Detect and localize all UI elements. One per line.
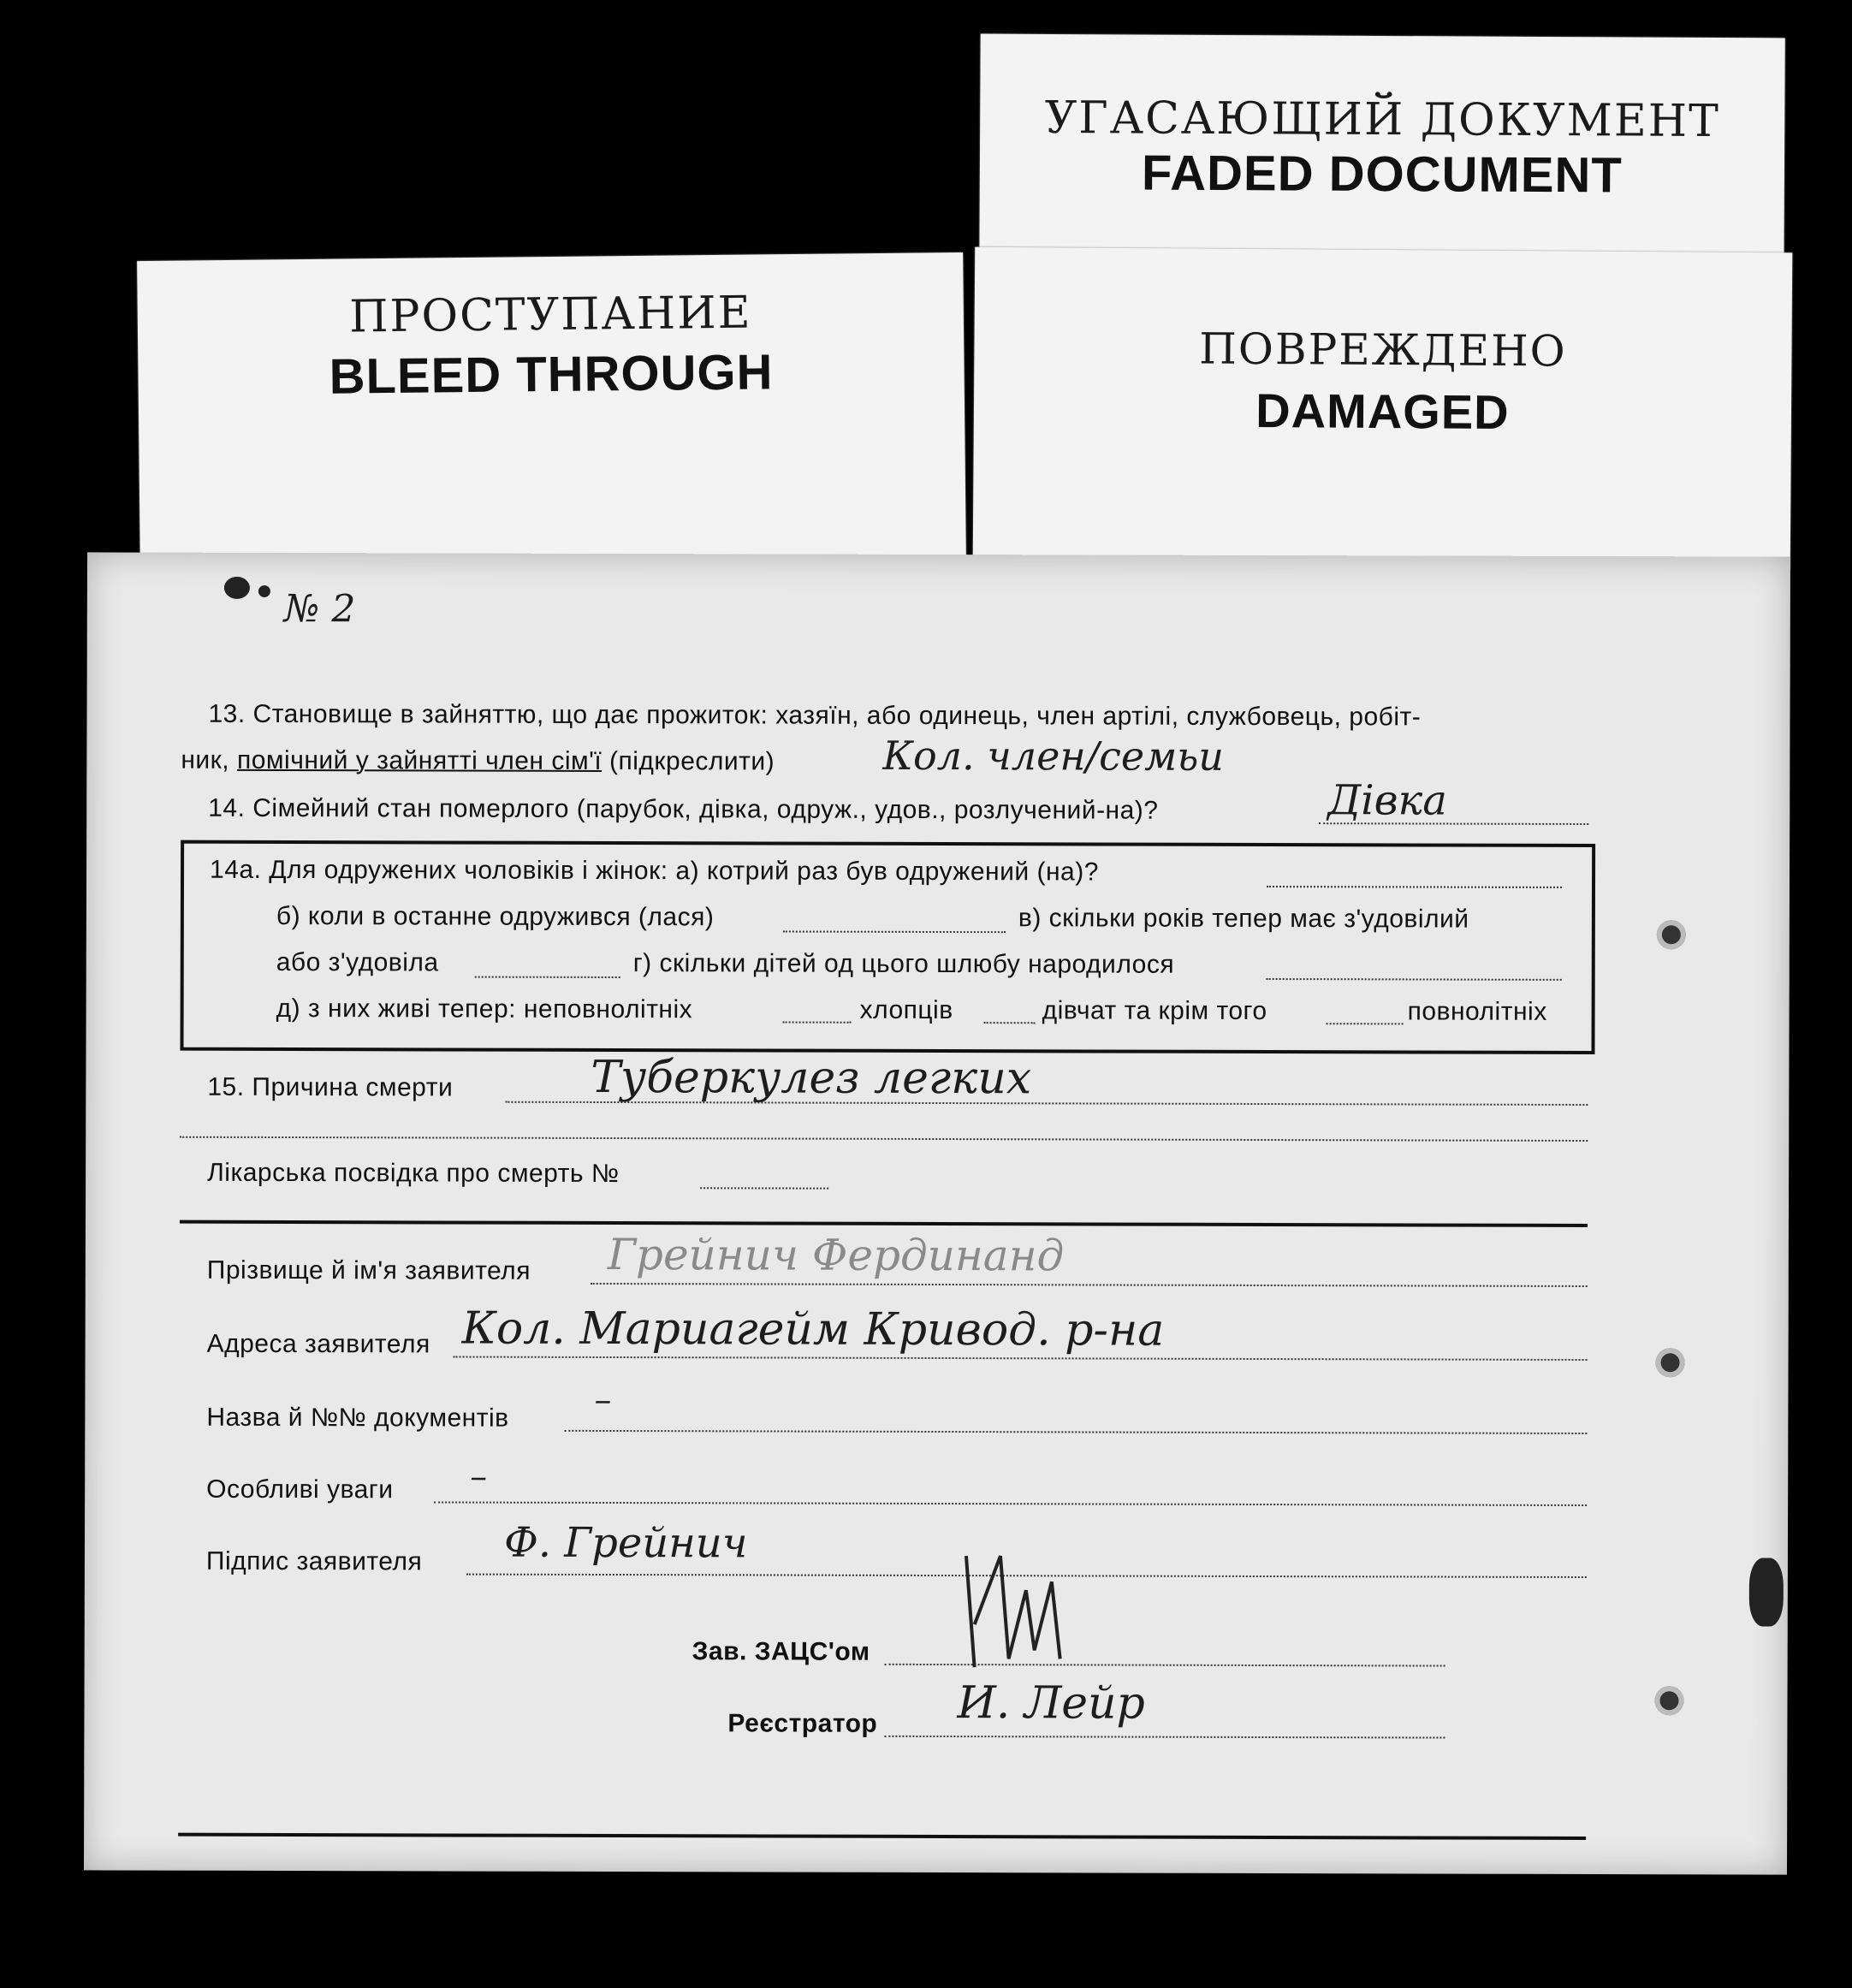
signature-label: Підпис заявителя [205,1546,423,1576]
applicant-name-label: Прізвище й ім'я заявителя [206,1255,531,1285]
item14a-dotline6 [984,1022,1036,1024]
applicant-address-label: Адреса заявителя [206,1329,430,1359]
documents-handwritten: – [594,1380,612,1421]
medical-dotline [700,1187,828,1189]
item14a-dotline3 [475,976,620,978]
signature-handwritten: Ф. Грейнич [503,1518,748,1568]
head-signature [949,1522,1077,1684]
item14a-dotline2 [783,931,1006,934]
ink-stain [224,577,250,599]
applicant-address-dotline [454,1356,1588,1361]
bleed-through-card [137,252,966,569]
item13-line2 [181,746,775,777]
item14a-line4a: д) з них живі тепер: неповнолітніх [276,994,693,1024]
item14a-line3a: або з'удовіла [276,947,439,977]
notes-dotline [434,1501,1587,1506]
punch-hole [1656,1348,1685,1377]
item14a-dotline7 [1327,1023,1404,1024]
item14a-dotline4 [1267,978,1562,981]
item14a-line4b: хлопців [859,995,953,1025]
notes-handwritten: – [470,1457,488,1497]
applicant-address-handwritten: Кол. Мариагейм Кривод. р-на [461,1303,1165,1356]
punch-hole [1654,1686,1683,1715]
item14a-line2a: б) коли в останне одружився (лася) [276,901,715,932]
item15-label: 15. Причина смерти [207,1072,454,1102]
registrar-label: Реєстратор [727,1709,878,1738]
bottom-rule [178,1833,1586,1840]
corner-mark: № 2 [283,586,356,632]
punch-hole [1657,920,1686,949]
head-label: Зав. ЗАЦС'ом [692,1637,870,1666]
item14a-dotline1 [1267,886,1562,888]
item13-hint: (підкреслити) [608,746,775,776]
applicant-name-handwritten: Грейнич Фердинанд [607,1229,1065,1281]
registrar-handwritten: И. Лейр [957,1677,1145,1730]
ink-stain [258,585,270,597]
item14-handwritten: Дівка [1327,776,1447,825]
notes-label: Особливі уваги [206,1475,394,1504]
section-divider [180,1220,1588,1227]
item13-underlined: помічний у зайнятті член сім'ї [236,745,602,775]
applicant-name-dotline [591,1283,1588,1287]
item14a-box [180,840,1595,1054]
death-record-form [84,552,1790,1874]
item14a-line4d: повнолітніх [1407,997,1547,1026]
documents-dotline [564,1430,1587,1434]
item15-handwritten: Туберкулез легких [591,1051,1032,1105]
bleed-label-ru: ПРОСТУПАНИЕ [348,287,752,343]
faded-label-ru: УГАСАЮЩИЙ ДОКУМЕНТ [1044,92,1720,148]
item14a-line1: 14а. Для одружених чоловіків і жінок: а) котрий раз був одружений (на)? [210,855,1099,887]
damaged-label-ru: ПОВРЕЖДЕНО [1199,323,1567,377]
medical-label: Лікарська посвідка про смерть № [207,1158,620,1189]
documents-label: Назва й №№ документів [206,1403,509,1433]
item14a-line2b: в) скільки років тепер має з'удовілий [1018,904,1469,934]
damaged-label-en: DAMAGED [1255,383,1510,440]
registrar-dotline [884,1736,1445,1739]
damaged-card [973,247,1793,570]
item14-label: 14. Сімейний стан померлого (парубок, дівка, одруж., удов., розлучений-на)? [208,793,1159,825]
item14a-dotline5 [783,1022,852,1024]
bleed-label-en: BLEED THROUGH [329,344,774,405]
item13-handwritten: Кол. член/семьи [882,732,1225,780]
item13-prefix: ник, [181,745,230,774]
ink-stain [1749,1558,1784,1626]
item15-dotline2 [180,1136,1588,1142]
faded-label-en: FADED DOCUMENT [1141,145,1623,204]
item14a-line3b: г) скільки дітей од цього шлюбу народилося [632,949,1175,979]
item13-line1: 13. Становище в зайняттю, що дає прожиток: хазяїн, або одинець, член артілі, службовець, робіт- [208,699,1422,732]
item14a-line4c: дівчат та крім того [1042,996,1267,1026]
